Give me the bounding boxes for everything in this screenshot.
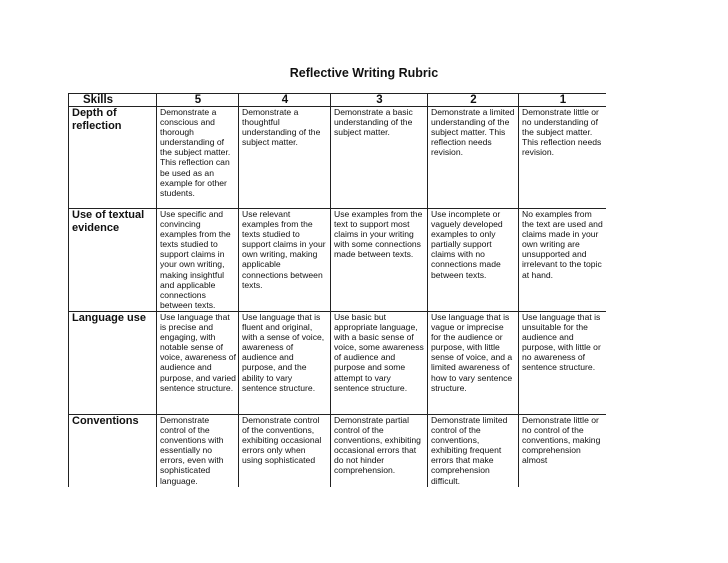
- rubric-table: [68, 93, 606, 487]
- skill-label: Use of textual evidence: [69, 209, 157, 312]
- table-row-conventions: [69, 415, 607, 488]
- header-score-3: 3: [331, 94, 428, 107]
- header-score-5: 5: [157, 94, 239, 107]
- descriptor-cell: Use examples from the text to support most claims in your writing with some connections made between texts.: [331, 209, 428, 312]
- skill-label: Conventions: [69, 415, 157, 488]
- skill-label: Depth of reflection: [69, 107, 157, 209]
- descriptor-cell: Demonstrate little or no control of the conventions, making comprehension almost: [519, 415, 607, 488]
- header-row: [69, 94, 607, 107]
- rubric-table-container: [68, 93, 606, 487]
- descriptor-cell: Demonstrate partial control of the conventions, exhibiting occasional errors that do not hinder comprehension.: [331, 415, 428, 488]
- header-score-2: 2: [428, 94, 519, 107]
- table-row-use-of-textual-evidence: [69, 209, 607, 312]
- table-row-language-use: [69, 312, 607, 415]
- descriptor-cell: Use language that is fluent and original, with a sense of voice, awareness of audience and purpose, and the ability to vary sentence structure.: [239, 312, 331, 415]
- descriptor-cell: Use basic but appropriate language, with a basic sense of voice, some awareness of audience and purpose and some attempt to vary sentence structure.: [331, 312, 428, 415]
- document-title: Reflective Writing Rubric: [289, 66, 439, 80]
- descriptor-cell: Demonstrate a basic understanding of the subject matter.: [331, 107, 428, 209]
- descriptor-cell: Use language that is precise and engaging, with notable sense of voice, awareness of audience and purpose, and varied sentence structure.: [157, 312, 239, 415]
- table-row-depth-of-reflection: [69, 107, 607, 209]
- descriptor-cell: Use specific and convincing examples from the texts studied to support claims in your own writing, making insightful and applicable connections between texts.: [157, 209, 239, 312]
- descriptor-cell: Use incomplete or vaguely developed examples to only partially support claims with no connections made between texts.: [428, 209, 519, 312]
- descriptor-cell: No examples from the text are used and claims made in your own writing are unsupported and irrelevant to the topic at hand.: [519, 209, 607, 312]
- header-skills: Skills: [69, 94, 157, 107]
- descriptor-cell: Use language that is vague or imprecise for the audience or purpose, with little sense of voice, and a limited awareness of how to vary sentence structure.: [428, 312, 519, 415]
- descriptor-cell: Use relevant examples from the texts studied to support claims in your own writing, making applicable connections between texts.: [239, 209, 331, 312]
- descriptor-cell: Demonstrate a conscious and thorough understanding of the subject matter. This reflection can be used as an example for other students.: [157, 107, 239, 209]
- descriptor-cell: Demonstrate limited control of the conventions, exhibiting frequent errors that make comprehension difficult.: [428, 415, 519, 488]
- descriptor-cell: Use language that is unsuitable for the audience and purpose, with little or no awareness of sentence structure.: [519, 312, 607, 415]
- header-score-4: 4: [239, 94, 331, 107]
- descriptor-cell: Demonstrate control of the conventions with essentially no errors, even with sophisticated language.: [157, 415, 239, 488]
- descriptor-cell: Demonstrate a limited understanding of the subject matter. This reflection needs revision.: [428, 107, 519, 209]
- skill-label: Language use: [69, 312, 157, 415]
- header-score-1: 1: [519, 94, 607, 107]
- descriptor-cell: Demonstrate little or no understanding of the subject matter. This reflection needs revision.: [519, 107, 607, 209]
- descriptor-cell: Demonstrate a thoughtful understanding of the subject matter.: [239, 107, 331, 209]
- descriptor-cell: Demonstrate control of the conventions, exhibiting occasional errors only when using sophisticated: [239, 415, 331, 488]
